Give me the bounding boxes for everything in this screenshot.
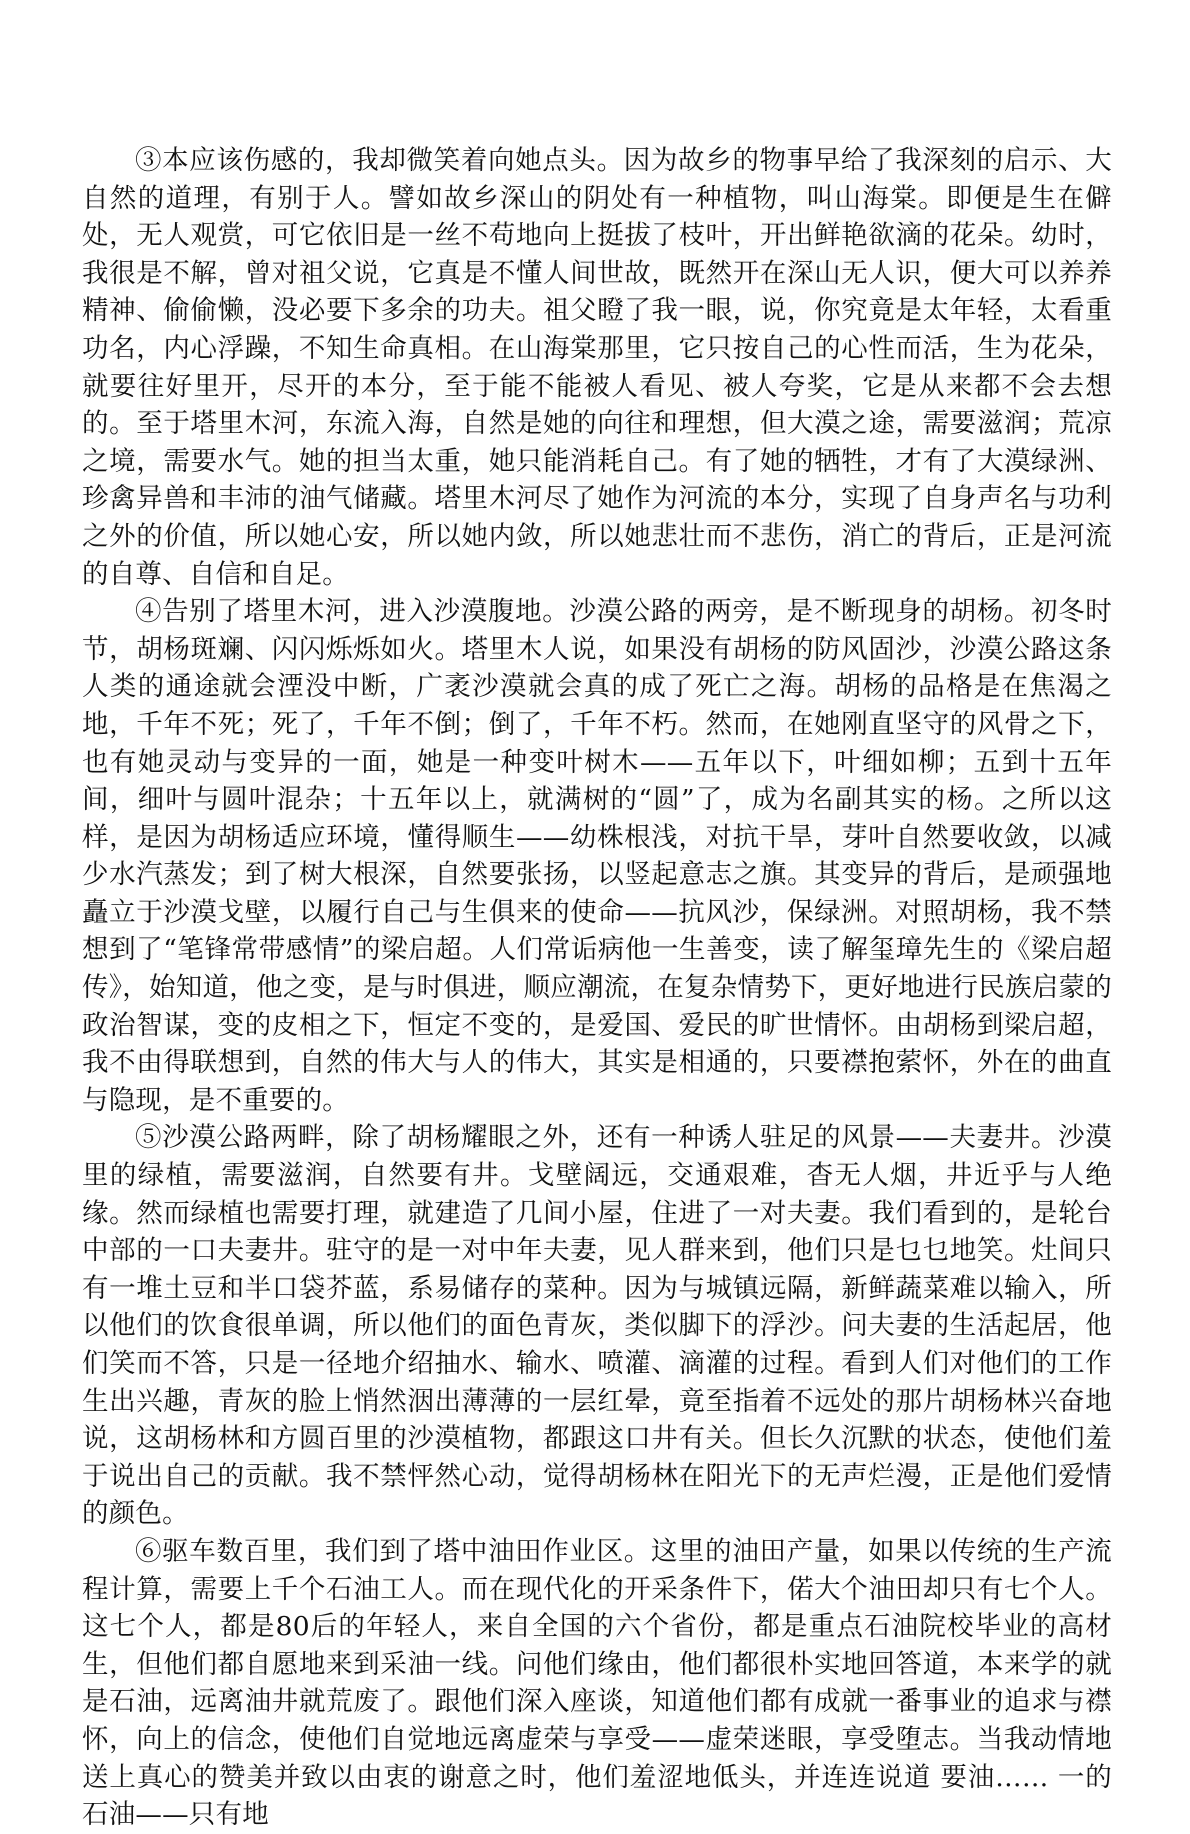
- paragraph-4: ④告别了塔里木河，进入沙漠腹地。沙漠公路的两旁，是不断现身的胡杨。初冬时节，胡杨斑斓、闪闪烁烁如火。塔里木人说，如果没有胡杨的防风固沙，沙漠公路这条人类的通途就会湮没中断，广袤沙漠就会真的成了死亡之海。胡杨的品格是在焦渴之地，千年不死；死了，千年不倒；倒了，千年不朽。然而，在她刚直坚守的风骨之下，也有她灵动与变异的一面，她是一种变叶树木——五年以下，叶细如柳；五到十五年间，细叶与圆叶混杂；十五年以上，就满树的“圆”了，成为名副其实的杨。之所以这样，是因为胡杨适应环境，懂得顺生——幼株根浅，对抗干旱，芽叶自然要收敛，以减少水汽蒸发；到了树大根深，自然要张扬，以竖起意志之旗。其变异的背后，是顽强地矗立于沙漠戈壁，以履行自己与生俱来的使命——抗风沙，保绿洲。对照胡杨，我不禁想到了“笔锋常带感情”的梁启超。人们常诟病他一生善变，读了解玺璋先生的《梁启超传》，始知道，他之变，是与时俱进，顺应潮流，在复杂情势下，更好地进行民族启蒙的政治智谋，变的皮相之下，恒定不变的，是爱国、爱民的旷世情怀。由胡杨到梁启超，我不由得联想到，自然的伟大与人的伟大，其实是相通的，只要襟抱萦怀，外在的曲直与隐现，是不重要的。: [82, 596, 1112, 1116]
- paragraph-3: ③本应该伤感的，我却微笑着向她点头。因为故乡的物事早给了我深刻的启示、大自然的道理，有别于人。譬如故乡深山的阴处有一种植物，叫山海棠。即便是生在僻处，无人观赏，可它依旧是一丝不苟地向上挺拔了枝叶，开出鲜艳欲滴的花朵。幼时，我很是不解，曾对祖父说，它真是不懂人间世故，既然开在深山无人识，便大可以养养精神、偷偷懒，没必要下多余的功夫。祖父瞪了我一眼，说，你究竟是太年轻，太看重功名，内心浮躁，不知生命真相。在山海棠那里，它只按自己的心性而活，生为花朵，就要往好里开，尽开的本分，至于能不能被人看见、被人夸奖，它是从来都不会去想的。至于塔里木河，东流入海，自然是她的向往和理想，但大漠之途，需要滋润；荒凉之境，需要水气。她的担当太重，她只能消耗自己。有了她的牺牲，才有了大漠绿洲、珍禽异兽和丰沛的油气储藏。塔里木河尽了她作为河流的本分，实现了自身声名与功利之外的价值，所以她心安，所以她内敛，所以她悲壮而不悲伤，消亡的背后，正是河流的自尊、自信和自足。: [82, 145, 1112, 590]
- paragraph-5: ⑤沙漠公路两畔，除了胡杨耀眼之外，还有一种诱人驻足的风景——夫妻井。沙漠里的绿植，需要滋润，自然要有井。戈壁阔远，交通艰难，杳无人烟，井近乎与人绝缘。然而绿植也需要打理，就建造了几间小屋，住进了一对夫妻。我们看到的，是轮台中部的一口夫妻井。驻守的是一对中年夫妻，见人群来到，他们只是乜乜地笑。灶间只有一堆土豆和半口袋芥蓝，系易储存的菜种。因为与城镇远隔，新鲜蔬菜难以输入，所以他们的饮食很单调，所以他们的面色青灰，类似脚下的浮沙。问夫妻的生活起居，他们笑而不答，只是一径地介绍抽水、输水、喷灌、滴灌的过程。看到人们对他们的工作生出兴趣，青灰的脸上悄然洇出薄薄的一层红晕，竟至指着不远处的那片胡杨林兴奋地说，这胡杨林和方圆百里的沙漠植物，都跟这口井有关。但长久沉默的状态，使他们羞于说出自己的贡献。我不禁怦然心动，觉得胡杨林在阳光下的无声烂漫，正是他们爱情的颜色。: [82, 1122, 1112, 1530]
- document-page: [82, 142, 1112, 1834]
- paragraph-6: ⑥驱车数百里，我们到了塔中油田作业区。这里的油田产量，如果以传统的生产流程计算，需要上千个石油工人。而在现代化的开采条件下，偌大个油田却只有七个人。这七个人，都是80后的年轻人，来自全国的六个省份，都是重点石油院校毕业的高材生，但他们都自愿地来到采油一线。问他们缘由，他们都很朴实地回答道，本来学的就是石油，远离油井就荒废了。跟他们深入座谈，知道他们都有成就一番事业的追求与襟怀，向上的信念，使他们自觉地远离虚荣与享受——虚荣迷眼，享受堕志。当我动情地送上真心的赞美并致以由衷的谢意之时，他们羞涩地低头，并连连说道 要油…… 一的石油——只有地: [82, 1535, 1112, 1831]
